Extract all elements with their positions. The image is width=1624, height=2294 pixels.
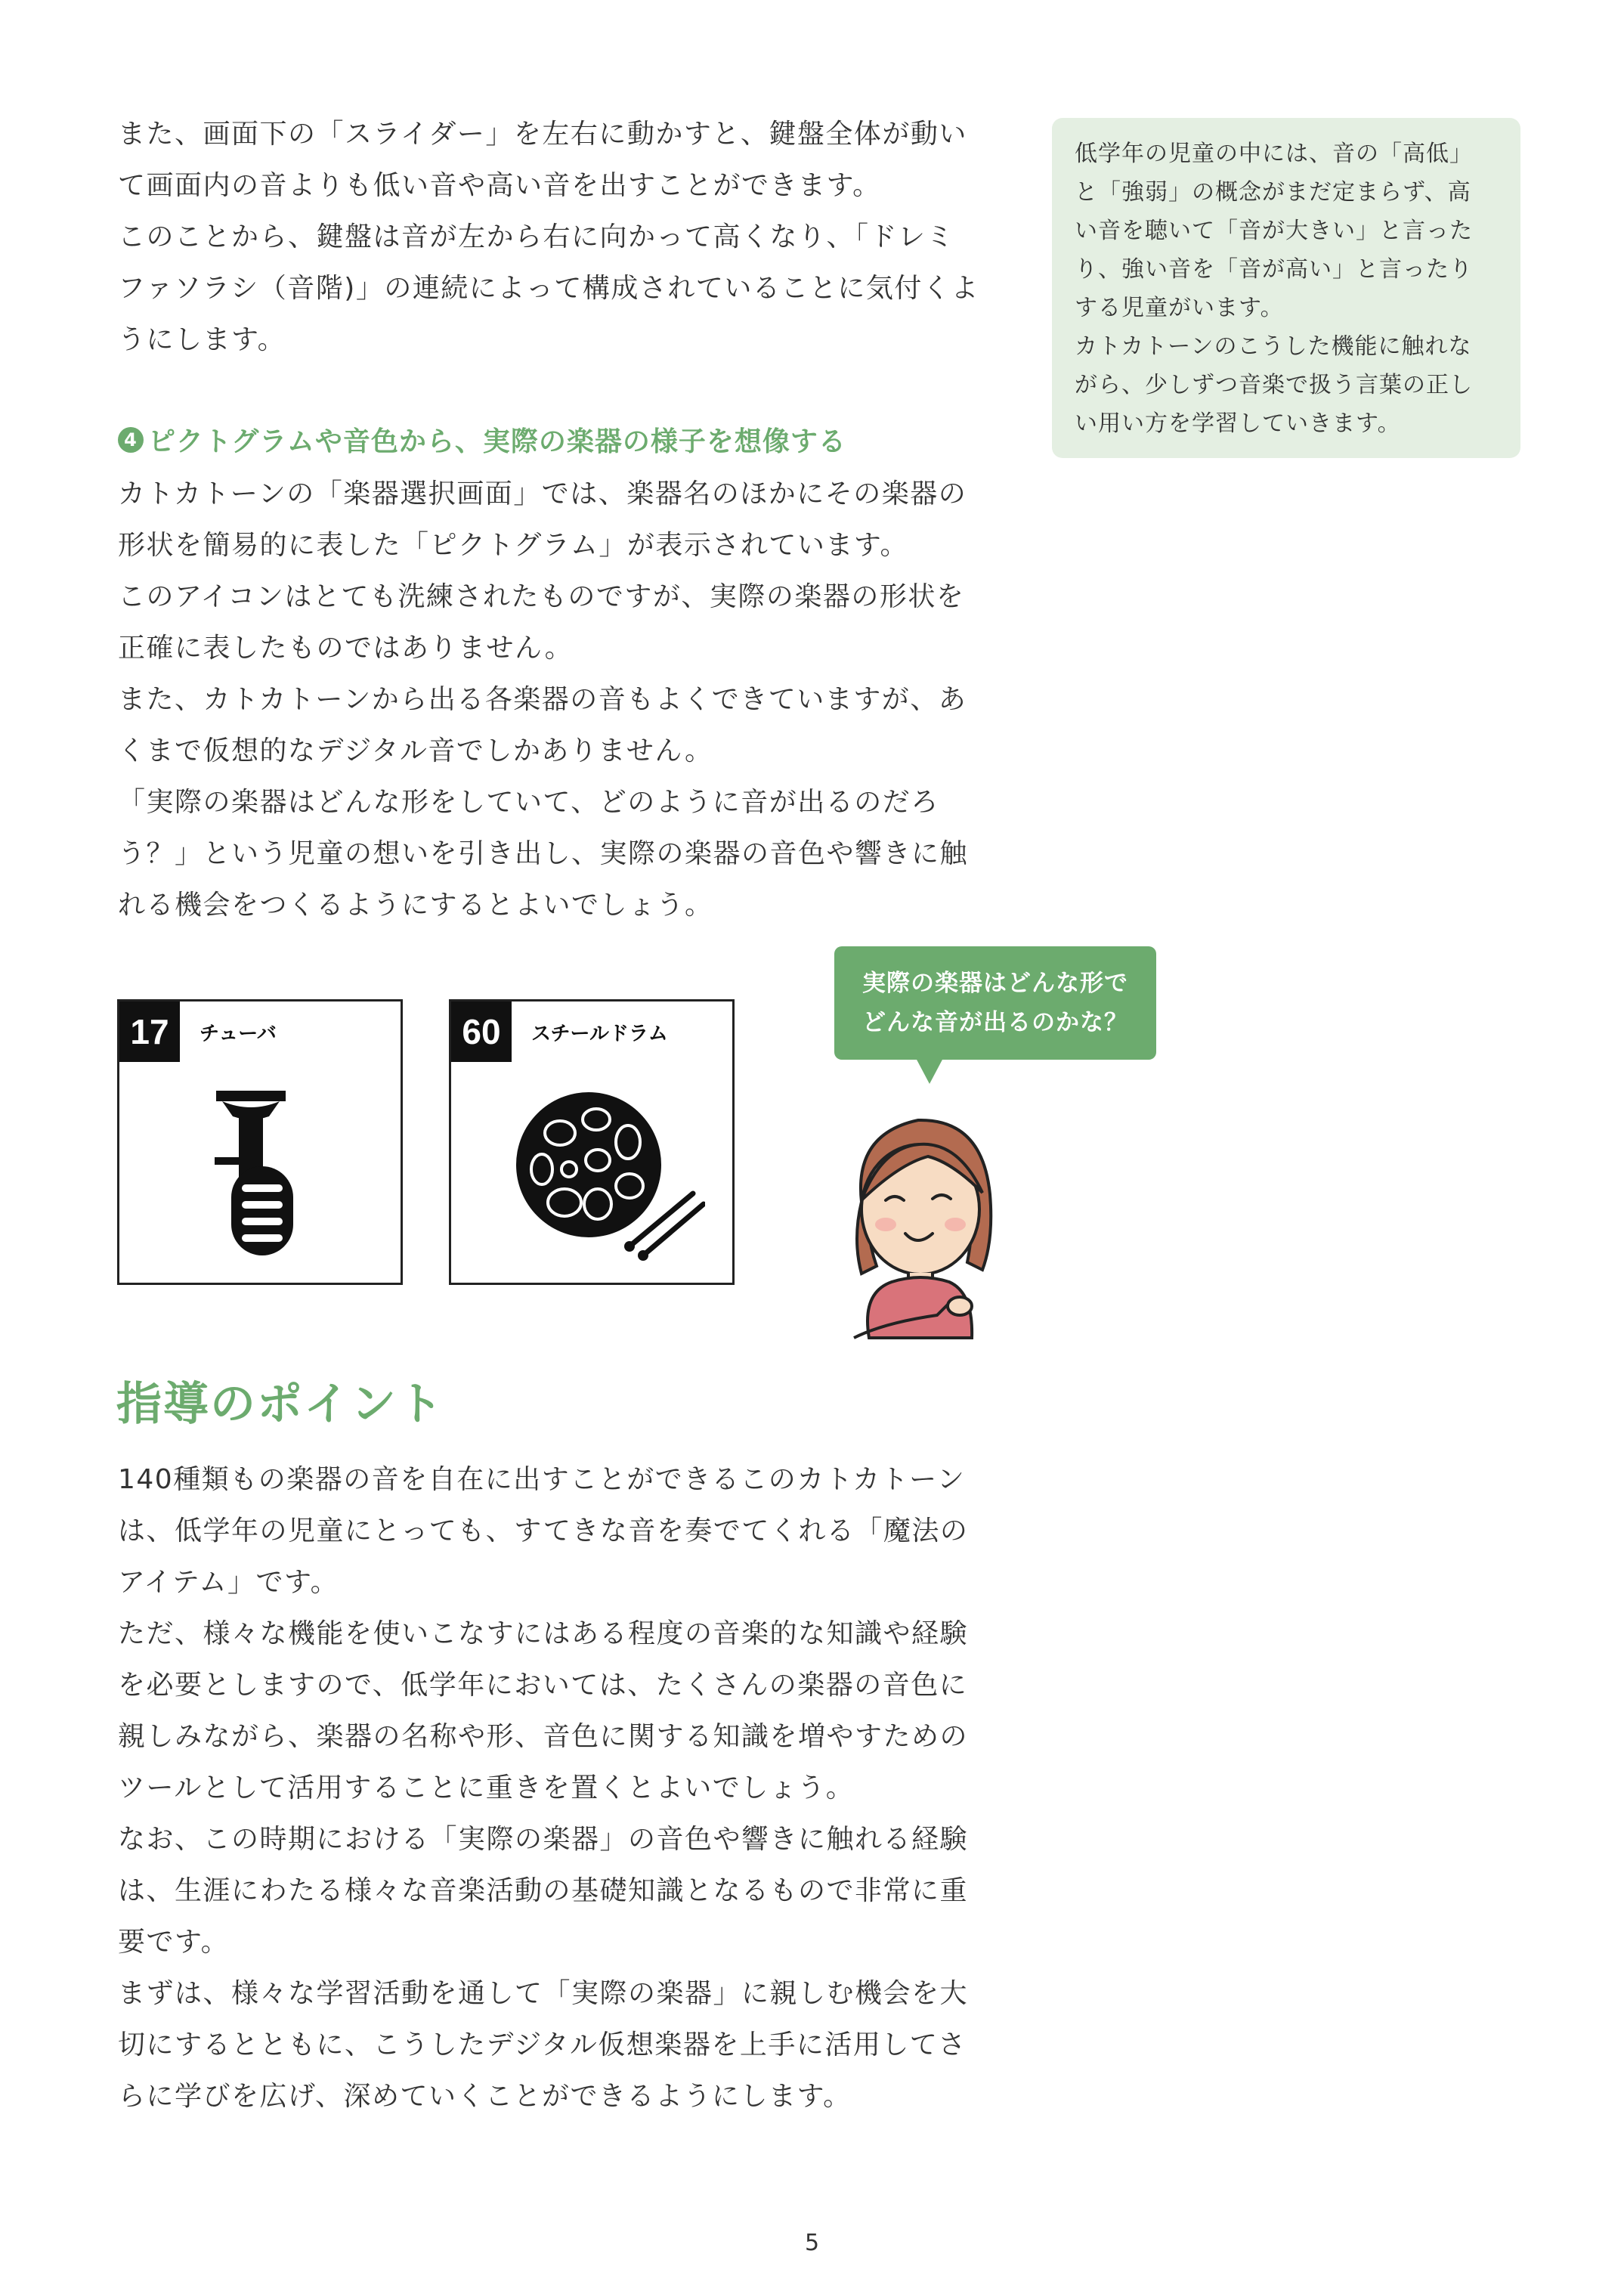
side-note [1052,118,1520,458]
speech-bubble-tail [916,1058,943,1084]
text-line: を必要としますので、低学年においては、たくさんの楽器の音色に [118,1670,968,1701]
side-note-line: カトカトーンのこうした機能に触れな [1075,333,1472,360]
girl-illustration [839,1111,1005,1345]
speech-bubble-line: どんな音が出るのかな？ [862,1009,1128,1036]
side-note-line: い用い方を学習していきます。 [1075,410,1401,437]
side-note-line: い音を聴いて「音が大きい」と言った [1075,218,1473,244]
text-line: れる機会をつくるようにするとよいでしょう。 [118,890,713,921]
tuba-icon [210,1091,316,1265]
text-line: ファソラシ（音階)」の連続によって構成されていることに気付くよ [118,273,979,304]
instrument-name: チューバ [200,1023,277,1045]
text-line: なお、この時期における「実際の楽器」の音色や響きに触れる経験 [118,1824,969,1855]
side-note-line: 低学年の児童の中には、音の「高低」 [1075,141,1473,167]
text-line: は、生涯にわたる様々な音楽活動の基礎知識となるもので非常に重 [118,1875,969,1906]
speech-bubble-line: 実際の楽器はどんな形で [862,970,1128,997]
text-line: 要です。 [118,1927,230,1958]
section-heading-text: ピクトグラムや音色から、実際の楽器の様子を想像する [148,426,846,457]
side-note-line: と「強弱」の概念がまだ定まらず、高 [1075,179,1471,206]
section-heading [118,420,846,459]
text-line: うにします。 [118,324,286,355]
text-line: まずは、様々な学習活動を通して「実際の楽器」に親しむ機会を大 [118,1978,969,2009]
text-line: アイテム」です。 [118,1567,339,1598]
instrument-card-tuba [117,999,403,1285]
text-line: て画面内の音よりも低い音や高い音を出すことができます。 [118,170,881,201]
instrument-number: 17 [119,1001,180,1062]
speech-bubble [834,946,1156,1060]
guidance-title: 指導のポイント [116,1378,444,1431]
text-line: また、画面下の「スライダー」を左右に動かすと、鍵盤全体が動い [118,119,967,150]
section-number-badge: 4 [118,427,144,453]
instrument-card-steel-drum [449,999,735,1285]
text-line: ただ、様々な機能を使いこなすにはある程度の音楽的な知識や経験 [118,1618,969,1649]
steel-drum-icon [516,1091,705,1265]
text-line: は、低学年の児童にとっても、すてきな音を奏でてくれる「魔法の [118,1515,969,1546]
text-line: このアイコンはとても洗練されたものですが、実際の楽器の形状を [118,581,965,612]
side-note-line: がら、少しずつ音楽で扱う言葉の正し [1075,372,1473,398]
page-number: 5 [804,2230,820,2256]
text-line: 正確に表したものではありません。 [118,633,574,664]
text-line: また、カトカトーンから出る各楽器の音もよくできていますが、あ [118,684,967,715]
instrument-number: 60 [451,1001,512,1062]
text-line: らに学びを広げ、深めていくことができるようにします。 [118,2081,852,2112]
text-line: このことから、鍵盤は音が左から右に向かって高くなり、「ドレミ [118,221,955,252]
side-note-line: する児童がいます。 [1075,295,1284,321]
text-line: 140種類もの楽器の音を自在に出すことができるこのカトカトーン [118,1464,966,1495]
text-line: カトカトーンの「楽器選択画面」では、楽器名のほかにその楽器の [118,478,967,509]
text-line: 切にするとともに、こうしたデジタル仮想楽器を上手に活用してさ [118,2029,967,2060]
text-line: 親しみながら、楽器の名称や形、音色に関する知識を増やすための [118,1721,969,1752]
side-note-line: り、強い音を「音が高い」と言ったり [1075,256,1473,283]
text-line: 「実際の楽器はどんな形をしていて、どのように音が出るのだろ [118,787,939,818]
instrument-name: スチールドラム [531,1023,668,1045]
text-line: 形状を簡易的に表した「ピクトグラム」が表示されています。 [118,530,909,561]
text-line: くまで仮想的なデジタル音でしかありません。 [118,735,713,766]
text-line: う？」という児童の想いを引き出し、実際の楽器の音色や響きに触 [118,838,969,869]
guidance-body [118,1454,1010,2122]
text-line: ツールとして活用することに重きを置くとよいでしょう。 [118,1772,855,1803]
section-body [118,469,1010,931]
intro-text [118,109,1010,366]
